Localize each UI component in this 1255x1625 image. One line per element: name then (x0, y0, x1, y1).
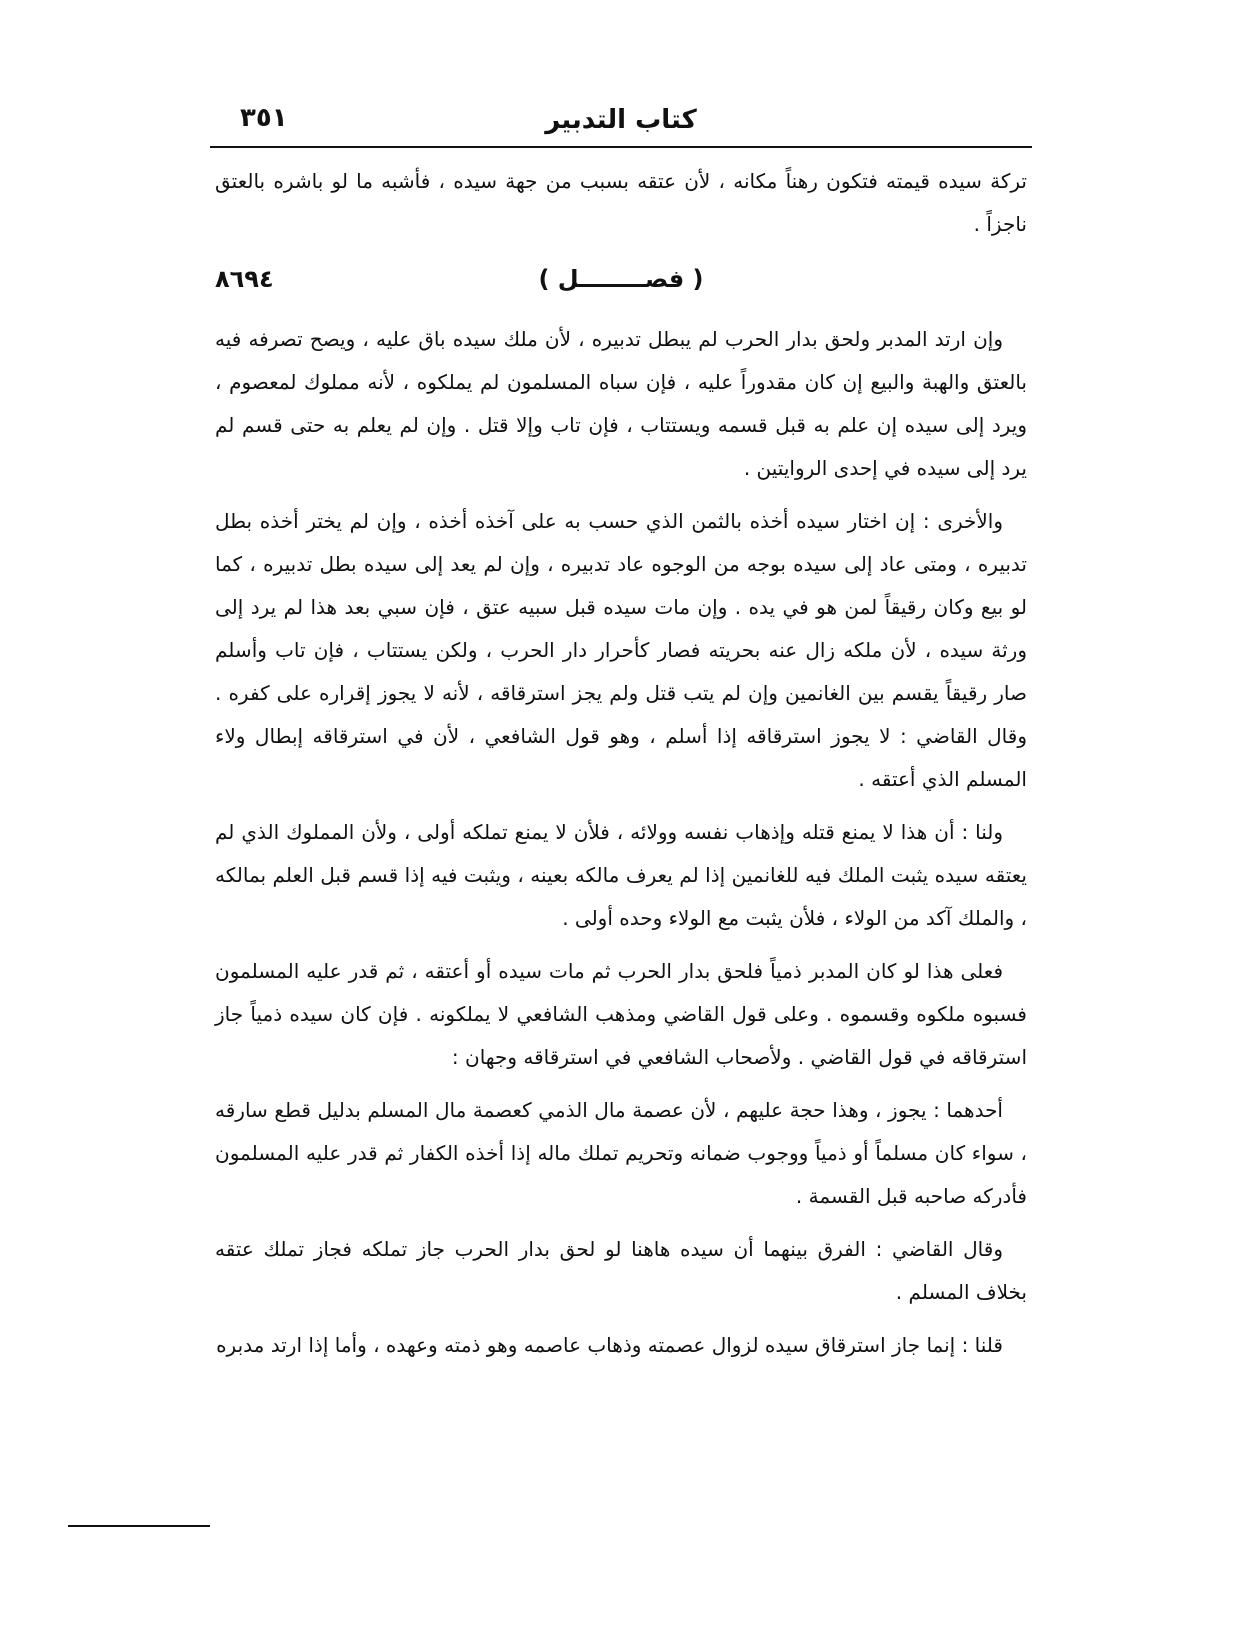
page-body (215, 160, 1027, 1377)
section-number: ٨٦٩٤ (215, 265, 274, 293)
page-number: ٣٥١ (240, 103, 288, 133)
paragraph-4: فعلى هذا لو كان المدبر ذمياً فلحق بدار الحرب ثم مات سيده أو أعتقه ، ثم قدر عليه المسلمون فسبوه ملكوه وقسموه . وعلى قول القاضي ومذهب الشافعي لا يملكونه . فإن كان سيده ذمياً جاز استرقاقه في قول القاضي . ولأصحاب الشافعي في استرقاقه وجهان : (215, 959, 1027, 1069)
intro-paragraph: تركة سيده قيمته فتكون رهناً مكانه ، لأن عتقه بسبب من جهة سيده ، فأشبه ما لو باشره بالعتق ناجزاً . (215, 169, 1027, 236)
paragraph-2: والأخرى : إن اختار سيده أخذه بالثمن الذي حسب به على آخذه أخذه ، وإن لم يختر أخذه بطل تدبيره ، ومتى عاد إلى سيده بوجه من الوجوه عاد تدبيره ، وإن لم يعد إلى سيده بطل تدبيره ، كما لو بيع وكان رقيقاً لمن هو في يده . وإن مات سيده قبل سبيه عتق ، فإن سبي بعد هذا لم يرد إلى ورثة سيده ، لأن ملكه زال عنه بحريته فصار كأحرار دار الحرب ، ولكن يستتاب ، فإن تاب وأسلم صار رقيقاً يقسم بين الغانمين وإن لم يتب قتل ولم يجز استرقاقه ، لأنه لا يجوز إقراره على كفره . وقال القاضي : لا يجوز استرقاقه إذا أسلم ، وهو قول الشافعي ، لأن في استرقاقه إبطال ولاء المسلم الذي أعتقه . (215, 509, 1027, 791)
footnote-divider (68, 1525, 210, 1527)
section-title: ( فصــــــــل ) (538, 265, 704, 293)
page-title: كتاب التدبير (545, 105, 697, 135)
paragraph-1: وإن ارتد المدبر ولحق بدار الحرب لم يبطل تدبيره ، لأن ملك سيده باق عليه ، ويصح تصرفه فيه بالعتق والهبة والبيع إن كان مقدوراً عليه ، فإن سباه المسلمون لم يملكوه ، لأنه مملوك لمعصوم ، ويرد إلى سيده إن علم به قبل قسمه ويستتاب ، فإن تاب وإلا قتل . وإن لم يعلم به حتى قسم لم يرد إلى سيده في إحدى الروايتين . (215, 327, 1027, 480)
section-heading (215, 256, 1027, 308)
header-divider (210, 146, 1032, 148)
page-header (210, 95, 1032, 145)
paragraph-5: أحدهما : يجوز ، وهذا حجة عليهم ، لأن عصمة مال الذمي كعصمة مال المسلم بدليل قطع سارقه ، سواء كان مسلماً أو ذمياً ووجوب ضمانه وتحريم تملك ماله إذا أخذه الكفار ثم قدر عليه المسلمون فأدركه صاحبه قبل القسمة . (215, 1098, 1027, 1208)
paragraph-6: وقال القاضي : الفرق بينهما أن سيده هاهنا لو لحق بدار الحرب جاز تملكه فجاز تملك عتقه بخلاف المسلم . (215, 1237, 1027, 1304)
paragraph-3: ولنا : أن هذا لا يمنع قتله وإذهاب نفسه وولائه ، فلأن لا يمنع تملكه أولى ، ولأن المملوك الذي لم يعتقه سيده يثبت الملك فيه للغانمين إذا لم يعرف مالكه بعينه ، ويثبت فيه إذا قسم قبل العلم بمالكه ، والملك آكد من الولاء ، فلأن يثبت مع الولاء وحده أولى . (215, 820, 1027, 930)
paragraph-7: قلنا : إنما جاز استرقاق سيده لزوال عصمته وذهاب عاصمه وهو ذمته وعهده ، وأما إذا ارتد مدبره (216, 1333, 1003, 1357)
